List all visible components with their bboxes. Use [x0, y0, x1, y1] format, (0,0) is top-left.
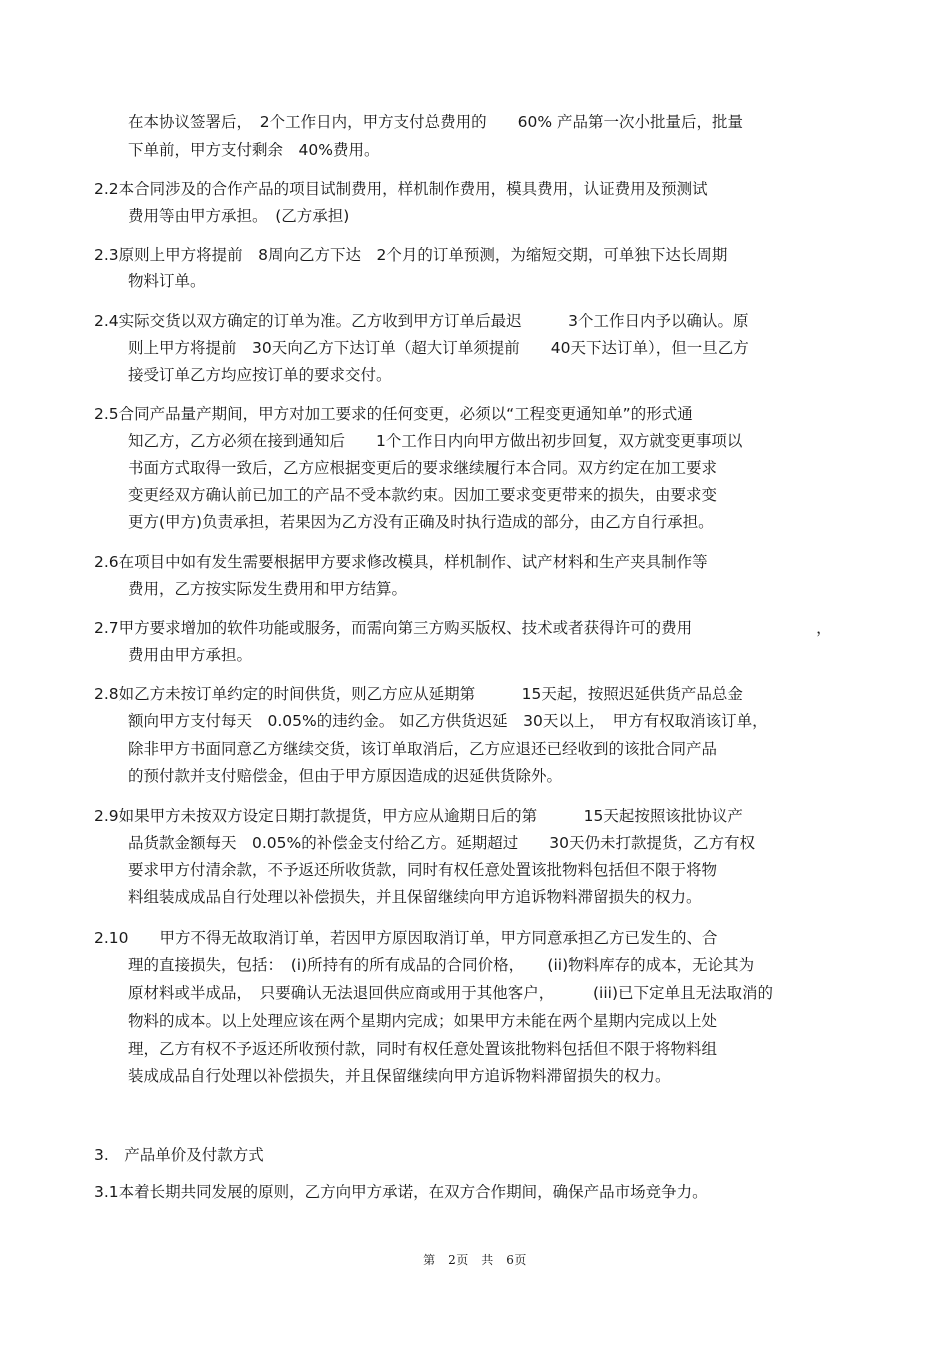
text-line: 下单前，甲方支付剩余 40%费用。: [128, 141, 380, 159]
text-line: 品货款金额每天 0.05%的补偿金支付给乙方。延期超过 30天仍未打款提货，乙方有权: [128, 834, 755, 852]
clause-2-4: 2.4实际交货以双方确定的订单为准。乙方收到甲方订单后最迟 3个工作日内予以确认。原: [94, 312, 749, 330]
clause-2-2: 2.2本合同涉及的合作产品的项目试制费用，样机制作费用，模具费用，认证费用及预测试: [94, 180, 708, 198]
clause-2-7: 2.7甲方要求增加的软件功能或服务，而需向第三方购买版权、技术或者获得许可的费用 ，: [94, 619, 832, 637]
text-line: 在本协议签署后， 2个工作日内，甲方支付总费用的 60% 产品第一次小批量后，批量: [128, 113, 743, 131]
clause-2-5: 2.5合同产品量产期间，甲方对加工要求的任何变更，必须以“工程变更通知单”的形式通: [94, 405, 693, 423]
text-line: 的预付款并支付赔偿金，但由于甲方原因造成的迟延供货除外。: [128, 767, 563, 785]
section-3-heading: 3. 产品单价及付款方式: [94, 1146, 264, 1164]
text-line: 理的直接损失，包括： (i)所持有的所有成品的合同价格， (ii)物料库存的成本，无论其为: [128, 956, 755, 974]
text-line: 物料的成本。以上处理应该在两个星期内完成；如果甲方未能在两个星期内完成以上处: [128, 1012, 718, 1030]
text-line: 变更经双方确认前已加工的产品不受本款约束。因加工要求变更带来的损失，由要求变: [128, 486, 718, 504]
text-line: 接受订单乙方均应按订单的要求交付。: [128, 366, 392, 384]
clause-2-3: 2.3原则上甲方将提前 8周向乙方下达 2个月的订单预测，为缩短交期，可单独下达长周期: [94, 246, 728, 264]
clause-3-1: 3.1本着长期共同发展的原则，乙方向甲方承诺，在双方合作期间，确保产品市场竞争力。: [94, 1183, 708, 1201]
page-footer: 第 2页 共 6页: [423, 1253, 527, 1267]
text-line: 除非甲方书面同意乙方继续交货，该订单取消后，乙方应退还已经收到的该批合同产品: [128, 740, 718, 758]
text-line: 更方(甲方)负责承担，若果因为乙方没有正确及时执行造成的部分，由乙方自行承担。: [128, 513, 714, 531]
text-line: 额向甲方支付每天 0.05%的违约金。 如乙方供货迟延 30天以上， 甲方有权取消该订单，: [128, 712, 768, 730]
text-line: 原材料或半成品， 只要确认无法退回供应商或用于其他客户， (iii)已下定单且无法取消的: [128, 984, 774, 1002]
text-line: 书面方式取得一致后，乙方应根据变更后的要求继续履行本合同。双方约定在加工要求: [128, 459, 718, 477]
text-line: 理，乙方有权不予返还所收预付款，同时有权任意处置该批物料包括但不限于将物料组: [128, 1040, 718, 1058]
text-line: 物料订单。: [128, 272, 206, 290]
clause-2-8: 2.8如乙方未按订单约定的时间供货，则乙方应从延期第 15天起，按照迟延供货产品总金: [94, 685, 743, 703]
clause-2-6: 2.6在项目中如有发生需要根据甲方要求修改模具，样机制作、试产材料和生产夹具制作等: [94, 553, 708, 571]
clause-2-9: 2.9如果甲方未按双方设定日期打款提货，甲方应从逾期日后的第 15天起按照该批协议产: [94, 807, 743, 825]
text-line: 则上甲方将提前 30天向乙方下达订单（超大订单须提前 40天下达订单），但一旦乙方: [128, 339, 749, 357]
text-line: 料组装成成品自行处理以补偿损失，并且保留继续向甲方追诉物料滞留损失的权力。: [128, 888, 702, 906]
text-line: 费用由甲方承担。: [128, 646, 253, 664]
text-line: 装成成品自行处理以补偿损失，并且保留继续向甲方追诉物料滞留损失的权力。: [128, 1067, 671, 1085]
clause-2-10: 2.10 甲方不得无故取消订单，若因甲方原因取消订单，甲方同意承担乙方已发生的、合: [94, 929, 718, 947]
text-line: 费用，乙方按实际发生费用和甲方结算。: [128, 580, 408, 598]
text-line: 要求甲方付清余款，不予返还所收货款，同时有权任意处置该批物料包括但不限于将物: [128, 861, 718, 879]
text-line: 费用等由甲方承担。 (乙方承担): [128, 207, 350, 225]
text-line: 知乙方，乙方必须在接到通知后 1个工作日内向甲方做出初步回复，双方就变更事项以: [128, 432, 743, 450]
